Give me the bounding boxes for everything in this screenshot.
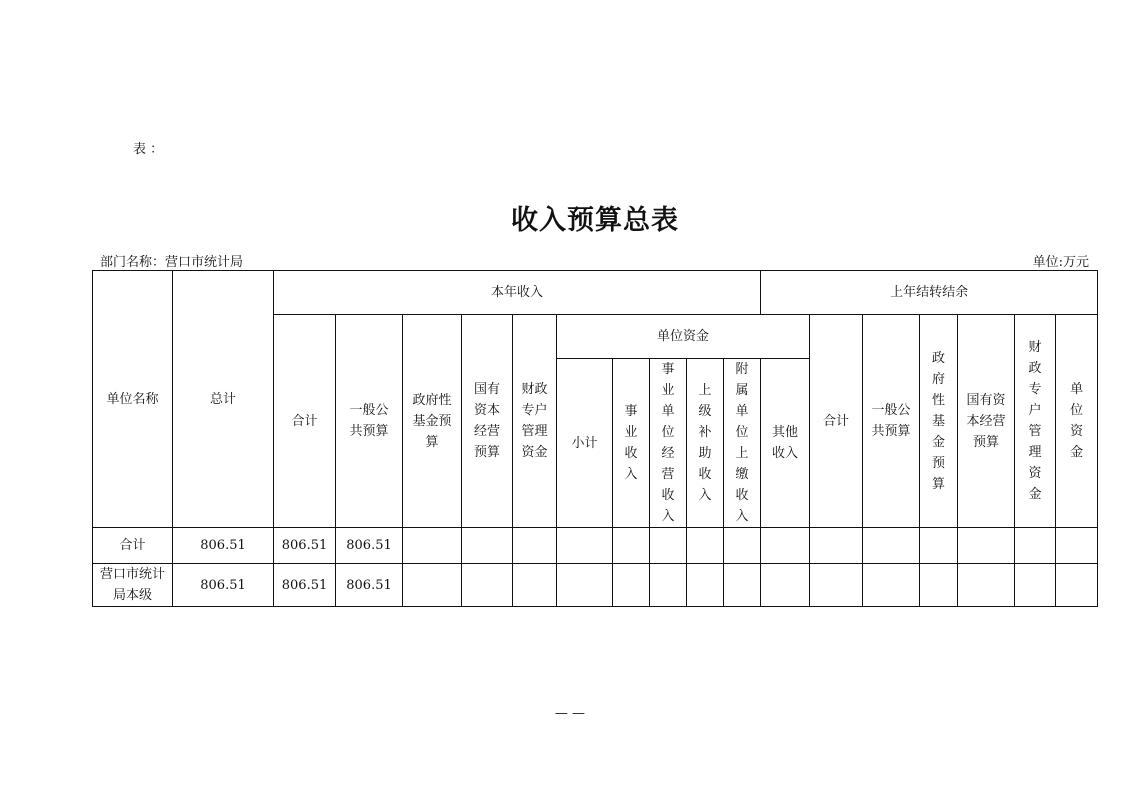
table-cell xyxy=(403,528,462,564)
table-cell xyxy=(613,564,650,607)
table-cell xyxy=(687,528,724,564)
header-carryover-fiscal-special xyxy=(1015,315,1056,528)
table-cell xyxy=(724,528,761,564)
table-cell xyxy=(863,564,920,607)
header-carryover-unit-funds xyxy=(1056,315,1098,528)
row-unit-name: 合计 xyxy=(93,528,173,564)
header-carryover-general-budget-text: 一般公共预算 xyxy=(871,403,911,439)
table-row xyxy=(93,564,1098,607)
header-carryover-gov-fund xyxy=(920,315,958,528)
header-fiscal-special-text: 财政专户管理资金 xyxy=(521,382,548,460)
table-cell xyxy=(462,564,513,607)
header-affiliated-income-text: 附属单位上缴收入 xyxy=(735,362,749,524)
table-cell xyxy=(403,564,462,607)
header-business-unit-income-text: 事业单位经营收入 xyxy=(661,362,675,524)
table-cell xyxy=(724,564,761,607)
header-other-income-text: 其他收入 xyxy=(772,425,799,461)
row-general-budget: 806.51 xyxy=(336,528,403,564)
table-cell xyxy=(650,528,687,564)
header-gov-fund-budget xyxy=(403,315,462,528)
header-unit-funds: 单位资金 xyxy=(557,315,810,359)
header-carryover-unit-funds-text: 单位资金 xyxy=(1070,382,1084,460)
row-subtotal: 806.51 xyxy=(274,564,336,607)
table-cell xyxy=(958,564,1015,607)
row-total: 806.51 xyxy=(173,528,274,564)
table-cell xyxy=(920,528,958,564)
header-subtotal: 合计 xyxy=(274,315,336,528)
header-affiliated-income xyxy=(724,359,761,528)
header-general-budget-text: 一般公共预算 xyxy=(349,403,389,439)
table-cell xyxy=(1015,528,1056,564)
page-footer: — — xyxy=(554,706,586,721)
header-other-income xyxy=(761,359,810,528)
header-carryover: 上年结转结余 xyxy=(761,271,1098,315)
table-cell xyxy=(687,564,724,607)
table-cell xyxy=(462,528,513,564)
table-cell xyxy=(810,564,863,607)
header-fiscal-special xyxy=(513,315,557,528)
page-title: 收入预算总表 xyxy=(511,205,679,236)
table-cell xyxy=(650,564,687,607)
header-carryover-fiscal-special-text: 财政专户管理资金 xyxy=(1028,340,1042,502)
header-superior-subsidy xyxy=(687,359,724,528)
header-carryover-state-capital xyxy=(958,315,1015,528)
header-unit-name: 单位名称 xyxy=(93,271,173,528)
table-row xyxy=(93,528,1098,564)
table-cell xyxy=(863,528,920,564)
header-general-budget xyxy=(336,315,403,528)
row-general-budget: 806.51 xyxy=(336,564,403,607)
unit-label: 单位:万元 xyxy=(1032,255,1089,270)
table-cell xyxy=(1056,564,1098,607)
header-current-year-income: 本年收入 xyxy=(274,271,761,315)
header-business-income-text: 事业收入 xyxy=(624,404,638,482)
header-state-capital-budget xyxy=(462,315,513,528)
header-carryover-general-budget xyxy=(863,315,920,528)
table-cell xyxy=(958,528,1015,564)
table-label: 表 ： xyxy=(133,142,164,157)
row-total: 806.51 xyxy=(173,564,274,607)
header-unit-subtotal: 小计 xyxy=(557,359,613,528)
department-label: 部门名称：营口市统计局 xyxy=(100,255,244,270)
table-cell xyxy=(513,564,557,607)
table-cell xyxy=(761,528,810,564)
row-unit-name-text: 营口市统计局本级 xyxy=(100,567,166,603)
row-subtotal: 806.51 xyxy=(274,528,336,564)
header-total: 总计 xyxy=(173,271,274,528)
header-carryover-gov-fund-text: 政府性基金预算 xyxy=(932,350,946,492)
row-unit-name xyxy=(93,564,173,607)
header-business-unit-income xyxy=(650,359,687,528)
header-gov-fund-budget-text: 政府性基金预算 xyxy=(412,392,452,450)
table-cell xyxy=(810,528,863,564)
header-business-income xyxy=(613,359,650,528)
income-budget-table xyxy=(92,270,1098,607)
table-cell xyxy=(557,564,613,607)
table-cell xyxy=(613,528,650,564)
header-carryover-state-capital-text: 国有资本经营预算 xyxy=(966,392,1006,450)
header-state-capital-budget-text: 国有资本经营预算 xyxy=(474,382,501,460)
table-cell xyxy=(557,528,613,564)
header-carryover-subtotal: 合计 xyxy=(810,315,863,528)
header-superior-subsidy-text: 上级补助收入 xyxy=(698,383,712,503)
table-cell xyxy=(1056,528,1098,564)
table-cell xyxy=(1015,564,1056,607)
table-cell xyxy=(513,528,557,564)
table-cell xyxy=(920,564,958,607)
table-cell xyxy=(761,564,810,607)
